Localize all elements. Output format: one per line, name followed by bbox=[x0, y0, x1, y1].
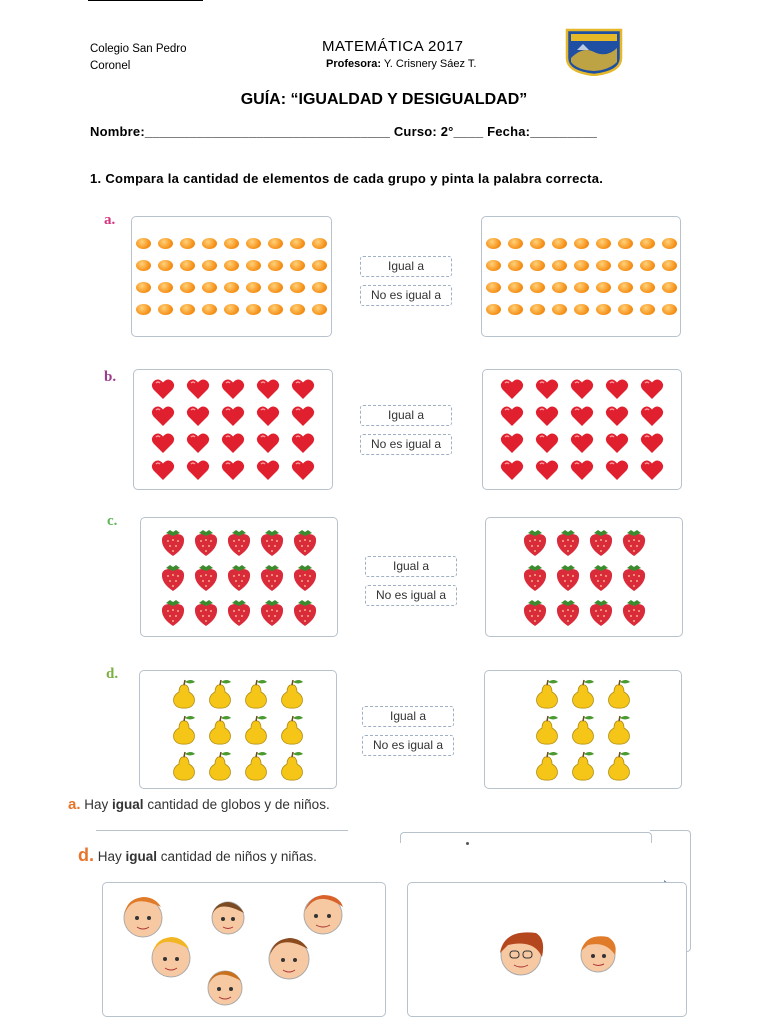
strawberry-icon bbox=[519, 526, 551, 558]
pear-icon bbox=[275, 749, 309, 783]
dot-icon bbox=[202, 260, 217, 271]
guide-title: GUÍA: “IGUALDAD Y DESIGUALDAD” bbox=[240, 91, 528, 108]
dot-icon bbox=[530, 304, 545, 315]
dot-icon bbox=[180, 304, 195, 315]
strawberry-icon bbox=[519, 596, 551, 628]
pear-icon bbox=[530, 713, 564, 747]
dot-icon bbox=[640, 260, 655, 271]
strawberry-icon bbox=[190, 596, 222, 628]
exercise-c-not-equal-option[interactable]: No es igual a bbox=[365, 585, 457, 606]
dot-icon bbox=[596, 238, 611, 249]
dot-icon bbox=[312, 260, 327, 271]
strawberry-icon bbox=[552, 526, 584, 558]
exercise-d-right-group bbox=[484, 670, 682, 789]
girls-illustration bbox=[408, 883, 686, 1016]
strawberry-icon bbox=[223, 526, 255, 558]
pear-icon bbox=[203, 749, 237, 783]
heart-icon bbox=[570, 432, 594, 454]
exercise-b-not-equal-option[interactable]: No es igual a bbox=[360, 434, 452, 455]
heart-icon bbox=[291, 459, 315, 481]
pear-icon bbox=[239, 677, 273, 711]
dot-icon bbox=[202, 282, 217, 293]
instruction: 1. Compara la cantidad de elementos de cada grupo y pinta la palabra correcta. bbox=[90, 171, 604, 186]
dot-icon bbox=[486, 260, 501, 271]
dot-icon bbox=[662, 304, 677, 315]
heart-icon bbox=[535, 405, 559, 427]
heart-icon bbox=[605, 459, 629, 481]
dot-icon bbox=[224, 260, 239, 271]
heart-icon bbox=[256, 378, 280, 400]
dot-icon bbox=[312, 304, 327, 315]
heart-icon bbox=[151, 459, 175, 481]
exercise-a-letter: a. bbox=[104, 212, 116, 228]
strawberry-icon bbox=[256, 561, 288, 593]
heart-icon bbox=[221, 459, 245, 481]
dot-icon bbox=[662, 282, 677, 293]
partial-box-a-right bbox=[400, 832, 652, 843]
strawberry-icon bbox=[289, 526, 321, 558]
dot-icon bbox=[640, 304, 655, 315]
dot-icon bbox=[158, 260, 173, 271]
dot-icon bbox=[312, 238, 327, 249]
strawberry-icon bbox=[190, 561, 222, 593]
dot-icon bbox=[640, 238, 655, 249]
dot-icon bbox=[136, 304, 151, 315]
heart-icon bbox=[535, 459, 559, 481]
dot-icon bbox=[224, 304, 239, 315]
girls-box bbox=[407, 882, 687, 1017]
strawberry-icon bbox=[618, 596, 650, 628]
dot-icon bbox=[530, 282, 545, 293]
exercise-a-left-group bbox=[131, 216, 332, 337]
heart-icon bbox=[291, 432, 315, 454]
dot-icon bbox=[662, 260, 677, 271]
heart-icon bbox=[186, 459, 210, 481]
dot-icon bbox=[246, 260, 261, 271]
heart-icon bbox=[640, 459, 664, 481]
pear-icon bbox=[566, 749, 600, 783]
heart-icon bbox=[256, 432, 280, 454]
dot-icon bbox=[202, 304, 217, 315]
heart-icon bbox=[570, 405, 594, 427]
strawberry-icon bbox=[157, 596, 189, 628]
pear-icon bbox=[167, 749, 201, 783]
dot-icon bbox=[246, 282, 261, 293]
strawberry-icon bbox=[618, 526, 650, 558]
strawberry-icon bbox=[519, 561, 551, 593]
dot-icon bbox=[552, 304, 567, 315]
teacher-line: Profesora: Y. Crisnery Sáez T. bbox=[326, 58, 477, 70]
exercise-a-right-group bbox=[481, 216, 681, 337]
dot-icon bbox=[530, 260, 545, 271]
pear-icon bbox=[530, 677, 564, 711]
dot-icon bbox=[508, 260, 523, 271]
pear-icon bbox=[167, 713, 201, 747]
dot-icon bbox=[486, 238, 501, 249]
dot-icon bbox=[552, 238, 567, 249]
boys-box bbox=[102, 882, 386, 1017]
heart-icon bbox=[605, 405, 629, 427]
dot-icon bbox=[574, 282, 589, 293]
pear-icon bbox=[203, 713, 237, 747]
pear-icon bbox=[167, 677, 201, 711]
dot-icon bbox=[574, 238, 589, 249]
girl-face-icon bbox=[500, 932, 543, 975]
strawberry-icon bbox=[190, 526, 222, 558]
pear-icon bbox=[275, 713, 309, 747]
heart-icon bbox=[500, 378, 524, 400]
dot-icon bbox=[136, 260, 151, 271]
dot-icon bbox=[290, 282, 305, 293]
bottom-item-a: a. Hay igual cantidad de globos y de niños. bbox=[68, 796, 330, 813]
dot-icon bbox=[508, 238, 523, 249]
dot-icon bbox=[180, 260, 195, 271]
pear-icon bbox=[566, 713, 600, 747]
top-rule bbox=[88, 0, 203, 1]
strawberry-icon bbox=[157, 526, 189, 558]
exercise-d-left-group bbox=[139, 670, 337, 789]
exercise-c-right-group bbox=[485, 517, 683, 637]
strawberry-icon bbox=[289, 596, 321, 628]
dot-icon bbox=[290, 304, 305, 315]
dot-icon bbox=[596, 282, 611, 293]
exercise-a-equal-option[interactable]: Igual a bbox=[360, 256, 452, 277]
boys-illustration bbox=[103, 883, 385, 1016]
pear-icon bbox=[239, 749, 273, 783]
dot-icon bbox=[224, 282, 239, 293]
pear-icon bbox=[602, 713, 636, 747]
strawberry-icon bbox=[618, 561, 650, 593]
heart-icon bbox=[221, 432, 245, 454]
strawberry-icon bbox=[552, 596, 584, 628]
dot-icon bbox=[508, 282, 523, 293]
heart-icon bbox=[221, 405, 245, 427]
pear-icon bbox=[275, 677, 309, 711]
dot-icon bbox=[596, 304, 611, 315]
dot-icon bbox=[574, 304, 589, 315]
dot-icon bbox=[158, 304, 173, 315]
exercise-c-left-group bbox=[140, 517, 338, 637]
school-name: Colegio San Pedro Coronel bbox=[90, 43, 187, 72]
dot-icon bbox=[246, 304, 261, 315]
bottom-item-d: d. Hay igual cantidad de niños y niñas. bbox=[78, 845, 317, 865]
dot-icon bbox=[662, 238, 677, 249]
dot-icon bbox=[640, 282, 655, 293]
exercise-c-equal-option[interactable]: Igual a bbox=[365, 556, 457, 577]
exercise-c-letter: c. bbox=[107, 513, 118, 529]
boy-face-icon bbox=[124, 897, 162, 937]
dot-icon bbox=[530, 238, 545, 249]
dot-icon bbox=[268, 304, 283, 315]
dot-icon bbox=[290, 260, 305, 271]
exercise-d-not-equal-option[interactable]: No es igual a bbox=[362, 735, 454, 756]
strawberry-icon bbox=[289, 561, 321, 593]
dot-icon bbox=[268, 260, 283, 271]
heart-icon bbox=[570, 459, 594, 481]
dot-icon bbox=[136, 282, 151, 293]
heart-icon bbox=[535, 432, 559, 454]
heart-icon bbox=[640, 378, 664, 400]
heart-icon bbox=[291, 405, 315, 427]
strawberry-icon bbox=[585, 561, 617, 593]
strawberry-icon bbox=[585, 526, 617, 558]
dot-icon bbox=[158, 282, 173, 293]
dot-icon bbox=[618, 260, 633, 271]
exercise-b-left-group bbox=[133, 369, 333, 490]
heart-icon bbox=[570, 378, 594, 400]
heart-icon bbox=[605, 432, 629, 454]
dot-icon bbox=[618, 282, 633, 293]
dot-icon bbox=[158, 238, 173, 249]
pear-icon bbox=[530, 749, 564, 783]
dot-icon bbox=[180, 238, 195, 249]
dot-icon bbox=[224, 238, 239, 249]
dot-icon bbox=[246, 238, 261, 249]
strawberry-icon bbox=[256, 596, 288, 628]
dot-icon bbox=[290, 238, 305, 249]
exercise-b-equal-option[interactable]: Igual a bbox=[360, 405, 452, 426]
heart-icon bbox=[151, 378, 175, 400]
dot-icon bbox=[486, 304, 501, 315]
pear-icon bbox=[239, 713, 273, 747]
exercise-d-letter: d. bbox=[106, 666, 119, 682]
exercise-b-right-group bbox=[482, 369, 682, 490]
exercise-b-letter: b. bbox=[104, 369, 117, 385]
dot-icon bbox=[312, 282, 327, 293]
pear-icon bbox=[203, 677, 237, 711]
dot-icon bbox=[596, 260, 611, 271]
heart-icon bbox=[186, 432, 210, 454]
dot-icon bbox=[574, 260, 589, 271]
partial-box-a-left bbox=[96, 830, 348, 831]
strawberry-icon bbox=[552, 561, 584, 593]
heart-icon bbox=[605, 378, 629, 400]
pear-icon bbox=[602, 677, 636, 711]
dot-icon bbox=[618, 304, 633, 315]
dot-icon bbox=[202, 238, 217, 249]
heart-icon bbox=[256, 459, 280, 481]
heart-icon bbox=[535, 378, 559, 400]
heart-icon bbox=[221, 378, 245, 400]
heart-icon bbox=[640, 405, 664, 427]
pear-icon bbox=[566, 677, 600, 711]
strawberry-icon bbox=[585, 596, 617, 628]
heart-icon bbox=[500, 432, 524, 454]
heart-icon bbox=[291, 378, 315, 400]
heart-icon bbox=[186, 378, 210, 400]
heart-icon bbox=[151, 432, 175, 454]
heart-icon bbox=[500, 405, 524, 427]
heart-icon bbox=[151, 405, 175, 427]
dot-icon bbox=[508, 304, 523, 315]
dot-icon bbox=[618, 238, 633, 249]
dot-icon bbox=[486, 282, 501, 293]
exercise-a-not-equal-option[interactable]: No es igual a bbox=[360, 285, 452, 306]
dot-mark bbox=[466, 842, 469, 845]
dot-icon bbox=[268, 282, 283, 293]
strawberry-icon bbox=[256, 526, 288, 558]
subject-title: MATEMÁTICA 2017 bbox=[322, 38, 464, 55]
strawberry-icon bbox=[223, 596, 255, 628]
exercise-d-equal-option[interactable]: Igual a bbox=[362, 706, 454, 727]
student-fields[interactable]: Nombre:_________________________________ Curso: 2°____ Fecha:_________ bbox=[90, 124, 598, 139]
heart-icon bbox=[500, 459, 524, 481]
strawberry-icon bbox=[157, 561, 189, 593]
dot-icon bbox=[552, 282, 567, 293]
dot-icon bbox=[552, 260, 567, 271]
heart-icon bbox=[186, 405, 210, 427]
pear-icon bbox=[602, 749, 636, 783]
heart-icon bbox=[640, 432, 664, 454]
strawberry-icon bbox=[223, 561, 255, 593]
heart-icon bbox=[256, 405, 280, 427]
dot-icon bbox=[180, 282, 195, 293]
dot-icon bbox=[268, 238, 283, 249]
school-logo bbox=[563, 28, 625, 76]
dot-icon bbox=[136, 238, 151, 249]
